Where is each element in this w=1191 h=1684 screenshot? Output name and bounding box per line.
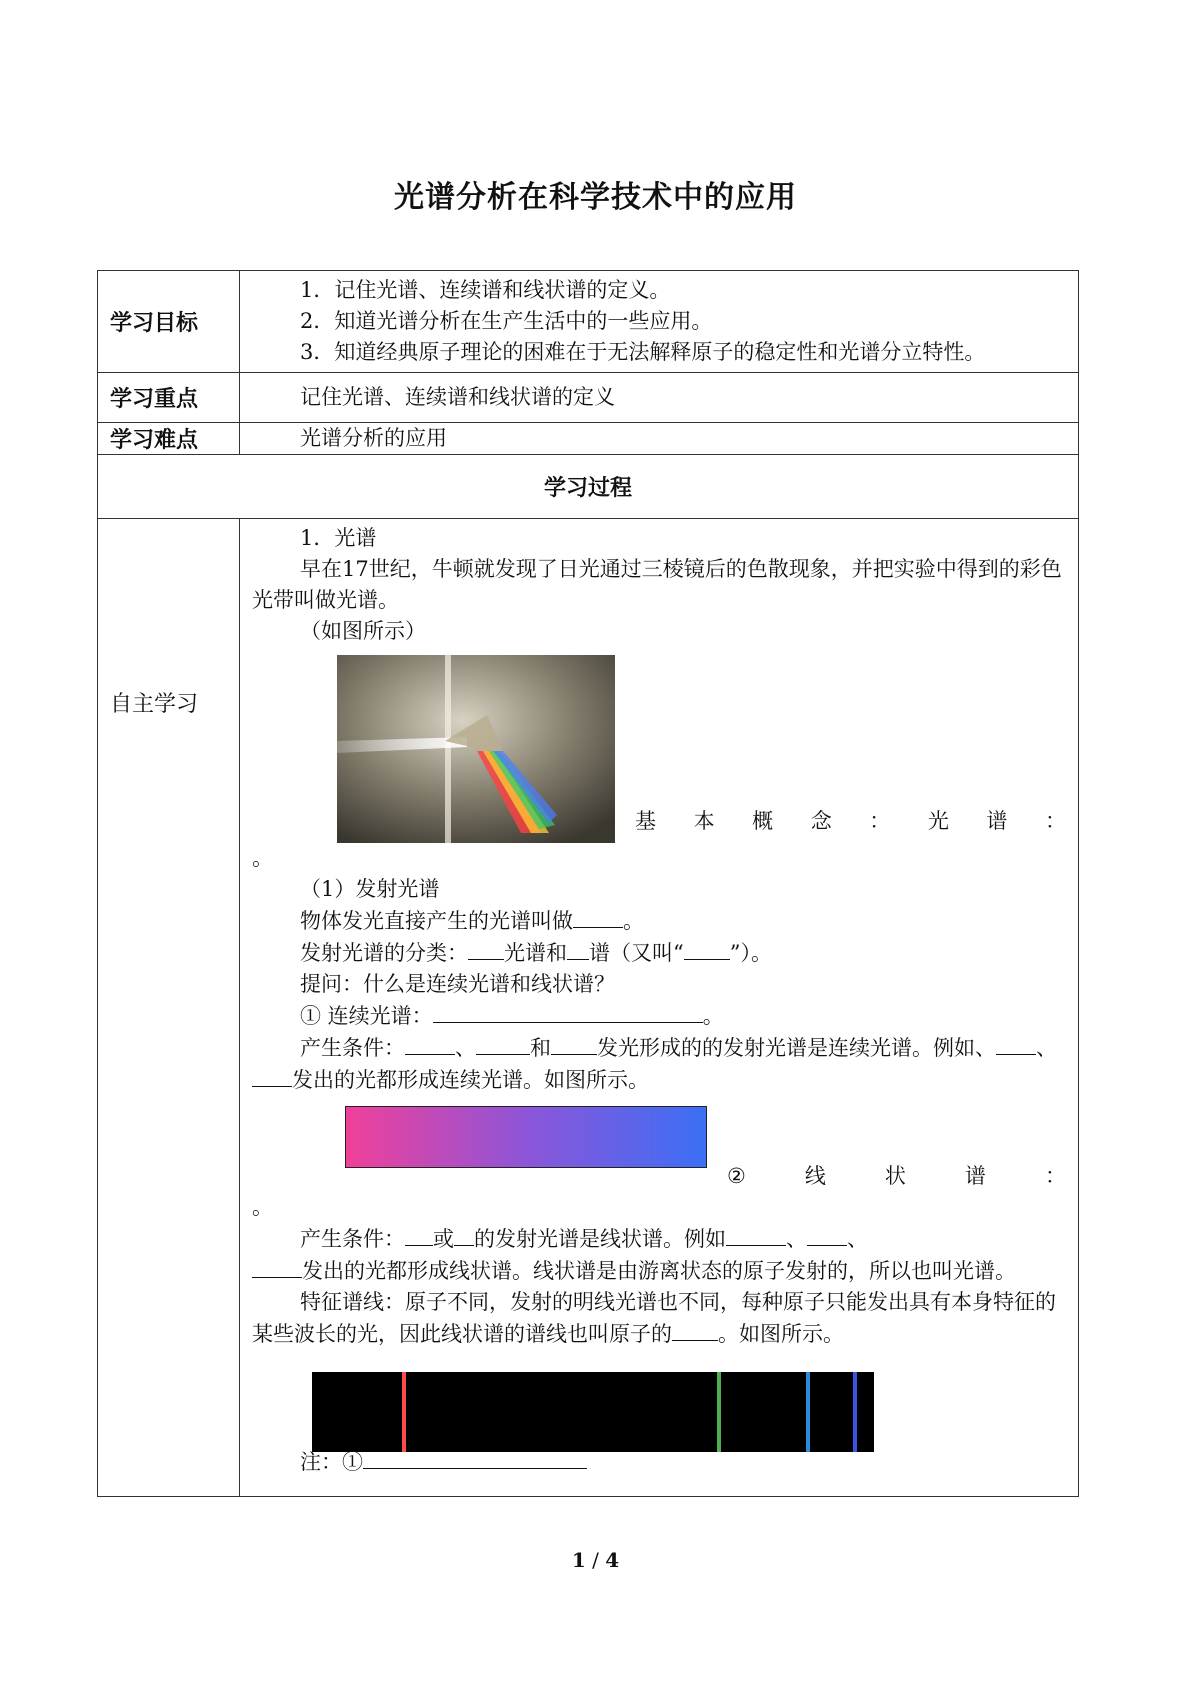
blank: [567, 937, 589, 960]
emission-classification: 发射光谱的分类： 光谱和 谱（又叫“ ”）。: [252, 937, 1066, 969]
blank: [573, 905, 623, 928]
continuous-condition: 产生条件： 、 和 发光形成的的发射光谱是连续光谱。例如、 、发出的光都形成连续光谱。如图所示。: [252, 1032, 1066, 1096]
continuous-figure-row: [252, 1096, 1066, 1188]
blank: [454, 1223, 474, 1246]
goals-label: 学习目标: [98, 271, 240, 373]
figure-note: （如图所示）: [300, 619, 426, 643]
emission-definition: 物体发光直接产生的光谱叫做 。: [252, 905, 1066, 937]
self-study-content: [240, 519, 1079, 1497]
goal-item: 3．知道经典原子理论的困难在于无法解释原子的稳定性和光谱分立特性。: [300, 340, 986, 364]
focus-text: 记住光谱、连续谱和线状谱的定义: [300, 385, 615, 409]
prism-figure-row: [252, 655, 1066, 843]
lesson-table: [97, 270, 1079, 1497]
line-condition: 产生条件： 或 的发射光谱是线状谱。例如 、 、 发出的光都形成线状谱。线状谱是由游离状态的原子发射的，所以也叫光谱。: [252, 1223, 1066, 1287]
goal-item: 1．记住光谱、连续谱和线状谱的定义。: [300, 278, 671, 302]
blank: [363, 1450, 587, 1469]
blank: [807, 1223, 847, 1246]
goal-item: 2．知道光谱分析在生产生活中的一些应用。: [300, 309, 713, 333]
blank: [252, 1064, 292, 1087]
spectral-line-red: [402, 1372, 406, 1452]
focus-row: [98, 373, 1079, 423]
spectral-line-cyan: [806, 1372, 810, 1452]
process-heading: 学习过程: [98, 455, 1079, 519]
spectral-line-blue: [853, 1372, 857, 1452]
blank: [252, 1255, 302, 1278]
blank: [551, 1032, 597, 1055]
goals-row: [98, 271, 1079, 373]
process-row: [98, 455, 1079, 519]
blank: [726, 1223, 786, 1246]
page-title: 光谱分析在科学技术中的应用: [394, 180, 797, 215]
blank: [468, 937, 504, 960]
focus-label: 学习重点: [98, 373, 240, 423]
difficulty-label: 学习难点: [98, 423, 240, 455]
continuous-spectrum-image: [345, 1106, 707, 1168]
line-spectrum-image: [312, 1372, 874, 1452]
difficulty-text: 光谱分析的应用: [300, 426, 447, 450]
line-spectrum-heading: ② 线 状 谱 ：: [727, 1164, 1066, 1188]
blank: [405, 1032, 455, 1055]
page-number: 1 / 4: [571, 1548, 620, 1572]
question-line: 提问：什么是连续光谱和线状谱？: [300, 972, 615, 996]
difficulty-row: [98, 423, 1079, 455]
basic-concept-line: 基 本 概 念 ： 光 谱 ：: [635, 809, 1066, 833]
characteristic-lines: 特征谱线：原子不同，发射的明线光谱也不同，每种原子只能发出具有本身特征的某些波长的光，因此线状谱的谱线也叫原子的 。如图所示。: [252, 1290, 1056, 1346]
blank: [672, 1318, 718, 1341]
blank: [405, 1223, 433, 1246]
period-mark: 。: [252, 846, 273, 870]
continuous-spectrum-line: ① 连续光谱： 。: [252, 1000, 1066, 1032]
blank: [476, 1032, 530, 1055]
prism-dispersion-image: [337, 655, 615, 843]
paragraph-newton: 早在17世纪，牛顿就发现了日光通过三棱镜后的色散现象，并把实验中得到的彩色光带叫做光谱。: [252, 557, 1062, 612]
blank: [433, 1000, 703, 1023]
spectral-line-green: [717, 1372, 721, 1452]
blank: [996, 1032, 1036, 1055]
goals-content: [240, 271, 1079, 373]
period-mark: 。: [252, 1195, 273, 1219]
emission-title: （1）发射光谱: [300, 877, 440, 901]
blank: [684, 937, 730, 960]
self-study-row: [98, 519, 1079, 1497]
section-title-spectrum: 1．光谱: [300, 526, 377, 550]
note-line: 注：①: [252, 1450, 1066, 1474]
self-study-label: 自主学习: [98, 519, 240, 1497]
